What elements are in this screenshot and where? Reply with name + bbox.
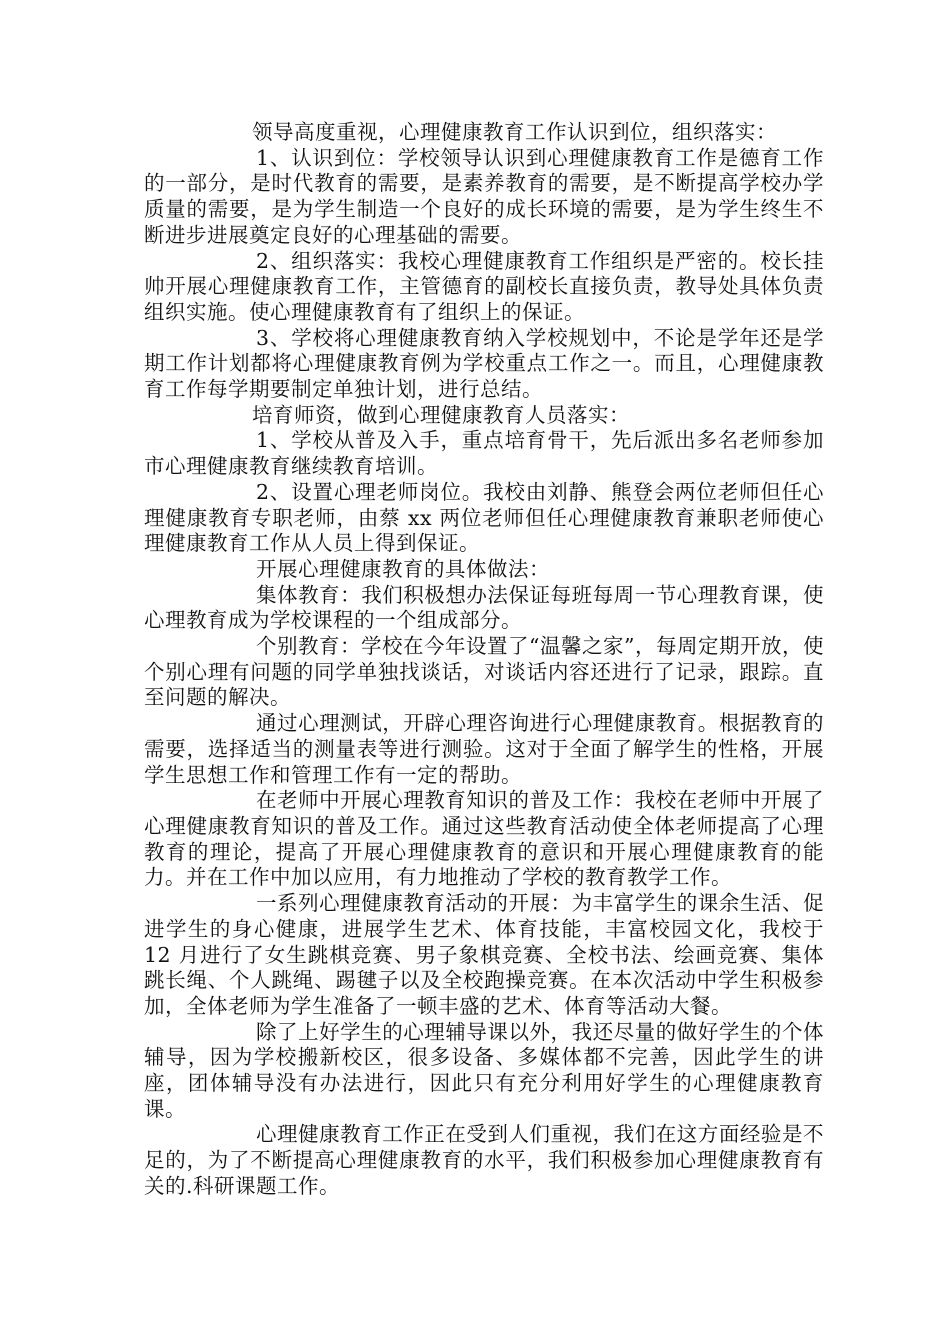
paragraph: 2、设置心理老师岗位。我校由刘静、熊登会两位老师但任心理健康教育专职老师，由蔡 xx 两位老师但任心理健康教育兼职老师使心理健康教育工作从人员上得到保证。 [144, 479, 824, 556]
document-body [144, 120, 824, 1200]
paragraph: 个别教育：学校在今年设置了“温馨之家”，每周定期开放，使个别心理有问题的同学单独找谈话，对谈话内容还进行了记录，跟踪。直至问题的解决。 [144, 634, 824, 710]
paragraph: 1、学校从普及入手，重点培育骨干，先后派出多名老师参加市心理健康教育继续教育培训。 [144, 428, 824, 479]
paragraph: 领导高度重视，心理健康教育工作认识到位，组织落实： [252, 120, 777, 144]
paragraph: 集体教育：我们积极想办法保证每班每周一节心理教育课，使心理教育成为学校课程的一个组成部分。 [144, 582, 824, 633]
paragraph: 3、学校将心理健康教育纳入学校规划中，不论是学年还是学期工作计划都将心理健康教育例为学校重点工作之一。而且，心理健康教育工作每学期要制定单独计划，进行总结。 [144, 325, 824, 402]
paragraph: 一系列心理健康教育活动的开展：为丰富学生的课余生活、促进学生的身心健康，进展学生艺术、体育技能，丰富校园文化，我校于 12 月进行了女生跳棋竞赛、男子象棋竞赛、全校书法、绘画竞赛、集体跳长绳、个人跳绳、踢毽子以及全校跑操竞赛。在本次活动中学生积极参加，全体老师为学生准备了一顿丰盛的艺术、体育等活动大餐。 [144, 891, 824, 1018]
paragraph: 在老师中开展心理教育知识的普及工作：我校在老师中开展了心理健康教育知识的普及工作。通过这些教育活动使全体老师提高了心理教育的理论，提高了开展心理健康教育的意识和开展心理健康教育的能力。并在工作中加以应用，有力地推动了学校的教育教学工作。 [144, 788, 824, 890]
paragraph: 1、认识到位：学校领导认识到心理健康教育工作是德育工作的一部分，是时代教育的需要，是素养教育的需要，是不断提高学校办学质量的需要，是为学生制造一个良好的成长环境的需要，是为学生终生不断进步进展奠定良好的心理基础的需要。 [144, 145, 824, 247]
paragraph: 开展心理健康教育的具体做法： [256, 556, 550, 581]
paragraph: 除了上好学生的心理辅导课以外，我还尽量的做好学生的个体辅导，因为学校搬新校区，很多设备、多媒体都不完善，因此学生的讲座，团体辅导没有办法进行，因此只有充分利用好学生的心理健康教育课。 [144, 1019, 824, 1121]
paragraph: 通过心理测试，开辟心理咨询进行心理健康教育。根据教育的需要，选择适当的测量表等进行测验。这对于全面了解学生的性格，开展学生思想工作和管理工作有一定的帮助。 [144, 711, 824, 787]
paragraph: 2、组织落实：我校心理健康教育工作组织是严密的。校长挂帅开展心理健康教育工作，主管德育的副校长直接负责，教导处具体负责组织实施。使心理健康教育有了组织上的保证。 [144, 248, 824, 324]
paragraph: 培育师资，做到心理健康教育人员落实： [252, 402, 630, 427]
paragraph: 心理健康教育工作正在受到人们重视，我们在这方面经验是不足的，为了不断提高心理健康教育的水平，我们积极参加心理健康教育有关的.科研课题工作。 [144, 1122, 824, 1198]
